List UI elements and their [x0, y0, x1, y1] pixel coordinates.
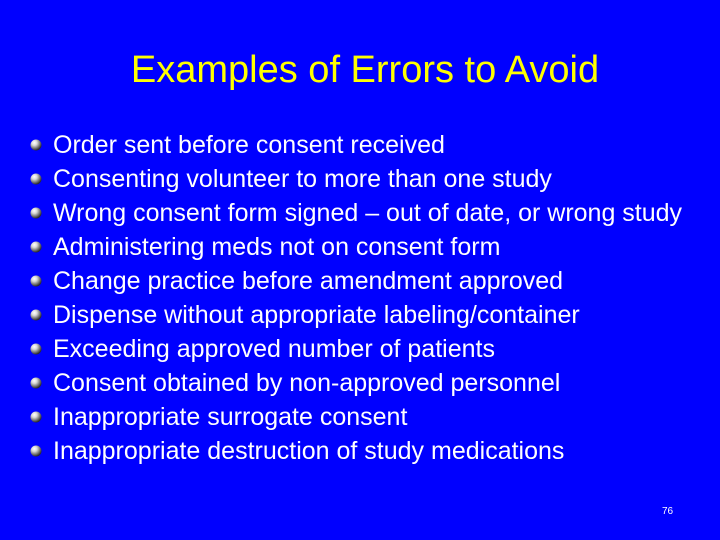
bullet-item [30, 434, 690, 468]
bullet-item [30, 298, 690, 332]
bullet-text: Order sent before consent received [53, 131, 445, 159]
sphere-bullet-icon [30, 343, 42, 355]
bullet-item [30, 196, 693, 230]
bullet-text: Exceeding approved number of patients [53, 335, 495, 363]
bullet-item [30, 230, 690, 264]
bullet-item [30, 332, 690, 366]
sphere-bullet-icon [30, 445, 42, 457]
bullet-text: Dispense without appropriate labeling/container [53, 301, 580, 329]
bullet-text: Consent obtained by non-approved personnel [53, 369, 561, 397]
bullet-text: Wrong consent form signed – out of date, or wrong study [53, 199, 683, 227]
bullet-text: Consenting volunteer to more than one study [53, 165, 552, 193]
bullet-item [30, 400, 690, 434]
bullet-item [30, 128, 690, 162]
sphere-bullet-icon [30, 411, 42, 423]
bullet-item [30, 366, 690, 400]
slide-title: Examples of Errors to Avoid [130, 49, 600, 91]
bullet-text: Administering meds not on consent form [53, 233, 501, 261]
bullet-text: Change practice before amendment approved [53, 267, 564, 295]
sphere-bullet-icon [30, 309, 42, 321]
bullet-list [30, 128, 690, 468]
slide-number: 76 [662, 506, 674, 517]
bullet-item [30, 264, 690, 298]
bullet-text: Inappropriate surrogate consent [53, 403, 408, 431]
sphere-bullet-icon [30, 377, 42, 389]
bullet-item [30, 162, 690, 196]
bullet-text: Inappropriate destruction of study medications [53, 437, 565, 465]
sphere-bullet-icon [30, 275, 42, 287]
sphere-bullet-icon [30, 139, 42, 151]
sphere-bullet-icon [30, 241, 42, 253]
sphere-bullet-icon [30, 207, 42, 219]
sphere-bullet-icon [30, 173, 42, 185]
